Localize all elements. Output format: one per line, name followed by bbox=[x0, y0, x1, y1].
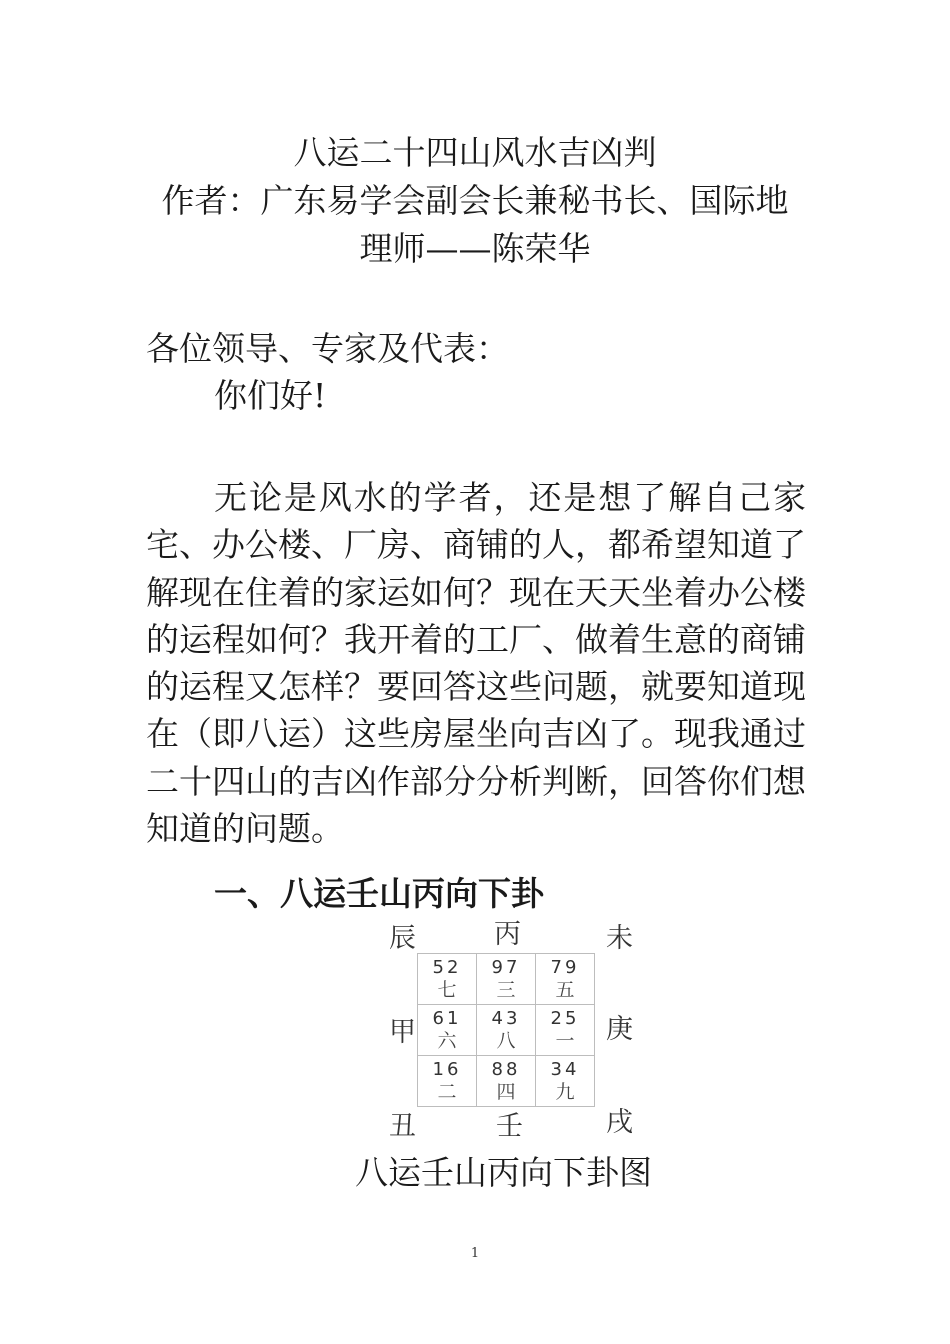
palace-cell bbox=[477, 1005, 536, 1056]
figure-caption: 八运壬山丙向下卦图 bbox=[355, 1153, 652, 1192]
document-title: 八运二十四山风水吉凶判 bbox=[293, 133, 657, 172]
star-numbers: 97 bbox=[491, 957, 521, 978]
period-star: 二 bbox=[437, 1081, 457, 1103]
star-numbers: 88 bbox=[491, 1059, 521, 1080]
star-numbers: 52 bbox=[432, 957, 462, 978]
star-numbers: 61 bbox=[432, 1008, 462, 1029]
palace-cell bbox=[418, 1005, 477, 1056]
star-numbers: 34 bbox=[550, 1059, 580, 1080]
palace-cell bbox=[536, 1005, 595, 1056]
star-numbers: 16 bbox=[432, 1059, 462, 1080]
direction-label-wei: 未 bbox=[606, 923, 633, 954]
grid-row bbox=[418, 954, 595, 1005]
palace-cell bbox=[477, 954, 536, 1005]
star-numbers: 25 bbox=[550, 1008, 580, 1029]
period-star: 四 bbox=[496, 1081, 516, 1103]
greeting: 你们好! bbox=[214, 376, 327, 415]
star-numbers: 79 bbox=[550, 957, 580, 978]
period-star: 六 bbox=[437, 1030, 457, 1052]
direction-label-xu: 戌 bbox=[606, 1107, 633, 1138]
palace-cell bbox=[536, 1056, 595, 1107]
period-star: 七 bbox=[437, 979, 457, 1001]
star-numbers: 43 bbox=[491, 1008, 521, 1029]
palace-cell bbox=[418, 1056, 477, 1107]
direction-label-ren: 壬 bbox=[496, 1111, 523, 1142]
salutation: 各位领导、专家及代表： bbox=[146, 329, 509, 368]
palace-cell bbox=[477, 1056, 536, 1107]
palace-cell bbox=[418, 954, 477, 1005]
direction-label-chen: 辰 bbox=[389, 923, 416, 954]
direction-label-bing: 丙 bbox=[494, 919, 521, 950]
period-star: 五 bbox=[555, 979, 575, 1001]
flying-star-grid bbox=[417, 953, 595, 1107]
body-paragraph: 无论是风水的学者，还是想了解自己家宅、办公楼、厂房、商铺的人，都希望知道了解现在住着的家运如何？现在天天坐着办公楼的运程如何？我开着的工厂、做着生意的商铺的运程又怎样？要回答这些问题，就要知道现在（即八运）这些房屋坐向吉凶了。现我通过二十四山的吉凶作部分分析判断，回答你们想知道的问题。 bbox=[146, 478, 806, 849]
period-star: 三 bbox=[496, 979, 516, 1001]
author-line: 作者：广东易学会副会长兼秘书长、国际地 bbox=[161, 181, 789, 220]
direction-label-jia: 甲 bbox=[389, 1017, 416, 1048]
author-line-continued: 理师——陈荣华 bbox=[359, 229, 591, 268]
period-star: 一 bbox=[555, 1030, 575, 1052]
direction-label-chou: 丑 bbox=[389, 1111, 416, 1142]
grid-row bbox=[418, 1056, 595, 1107]
period-star: 八 bbox=[496, 1030, 516, 1052]
period-star: 九 bbox=[555, 1081, 575, 1103]
section-heading: 一、八运壬山丙向下卦 bbox=[214, 874, 544, 913]
page-number: 1 bbox=[470, 1246, 480, 1261]
palace-cell bbox=[536, 954, 595, 1005]
grid-row bbox=[418, 1005, 595, 1056]
direction-label-geng: 庚 bbox=[606, 1014, 633, 1045]
